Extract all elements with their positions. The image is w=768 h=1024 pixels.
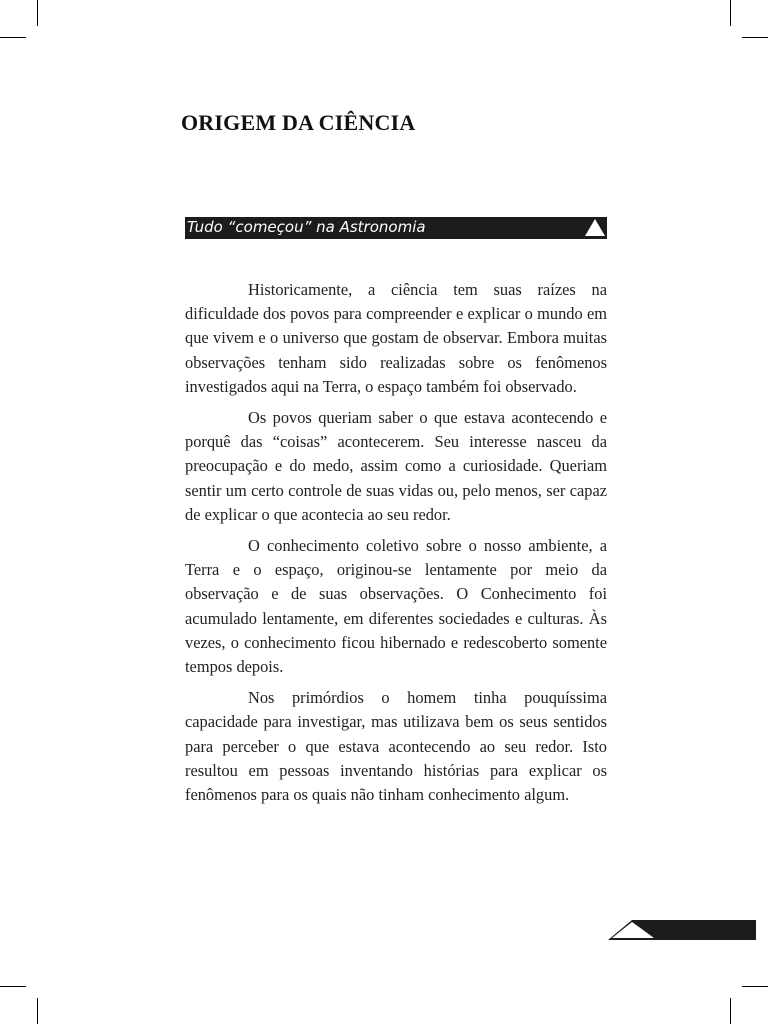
- section-header-bar: [185, 217, 607, 239]
- crop-mark-bottom-left-vertical: [37, 998, 38, 1024]
- paragraph: Historicamente, a ciência tem suas raízes na dificuldade dos povos para compreender e explicar o mundo em que vivem e o universo que gostam de observar. Embora muitas observações tenham sido realizadas sobre os fenômenos investigados aqui na Terra, o espaço também foi observado.: [185, 280, 607, 396]
- crop-mark-top-left-vertical: [37, 0, 38, 26]
- body-text: [185, 278, 607, 814]
- triangle-up-icon: [585, 219, 605, 236]
- crop-mark-top-right-horizontal: [742, 37, 768, 38]
- crop-mark-bottom-right-horizontal: [742, 986, 768, 987]
- crop-mark-bottom-left-horizontal: [0, 986, 26, 987]
- paragraph: Os povos queriam saber o que estava acontecendo e porquê das “coisas” acontecerem. Seu interesse nasceu da preocupação e do medo, assim como a curiosidade. Queriam sentir um certo controle de suas vidas ou, pelo menos, ser capaz de explicar o que acontecia ao seu redor.: [185, 408, 607, 524]
- paragraph: O conhecimento coletivo sobre o nosso ambiente, a Terra e o espaço, originou-se lentamente por meio da observação e de suas observações. O Conhecimento foi acumulado lentamente, em diferentes sociedades e culturas. Às vezes, o conhecimento ficou hibernado e redescoberto somente tempos depois.: [185, 536, 607, 677]
- crop-mark-top-left-horizontal: [0, 37, 26, 38]
- paragraph: Nos primórdios o homem tinha pouquíssima capacidade para investigar, mas utilizava bem os seus sentidos para perceber o que estava acontecendo ao seu redor. Isto resultou em pessoas inventando histórias para explicar os fenômenos para os quais não tinham conhecimento algum.: [185, 688, 607, 805]
- page-corner-tab-icon: [608, 919, 756, 941]
- crop-mark-bottom-right-vertical: [730, 998, 731, 1024]
- chapter-title: ORIGEM DA CIÊNCIA: [181, 110, 416, 135]
- crop-mark-top-right-vertical: [730, 0, 731, 26]
- section-header-label: Tudo “começou” na Astronomia: [187, 218, 426, 236]
